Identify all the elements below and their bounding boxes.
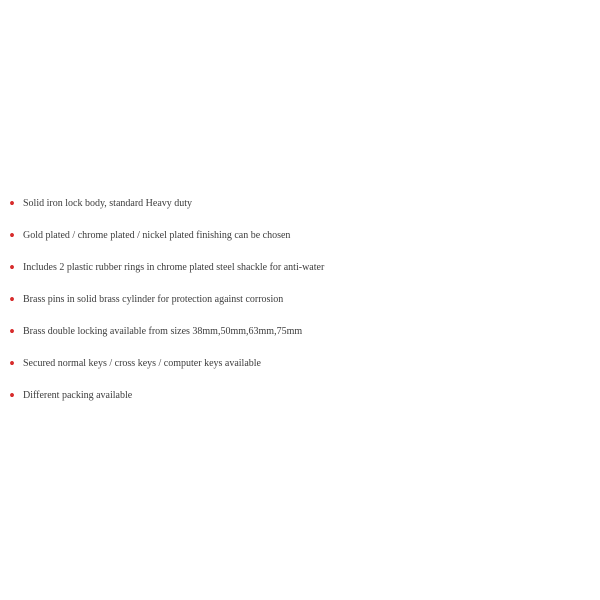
feature-text: Solid iron lock body, standard Heavy duty: [23, 198, 193, 209]
bullet-icon: •: [9, 386, 15, 405]
feature-text: Includes 2 plastic rubber rings in chrome plated steel shackle for anti-water: [23, 262, 325, 273]
feature-text: Brass double locking available from sizes 38mm,50mm,63mm,75mm: [23, 326, 303, 337]
feature-list: [0, 189, 600, 413]
feature-item: [0, 189, 600, 221]
bullet-icon: •: [9, 258, 15, 277]
bullet-icon: •: [9, 354, 15, 373]
feature-item: [0, 221, 600, 253]
feature-item: [0, 349, 600, 381]
feature-text: Secured normal keys / cross keys / computer keys available: [23, 358, 261, 369]
bullet-icon: •: [9, 322, 15, 341]
bullet-icon: •: [9, 226, 15, 245]
feature-item: [0, 253, 600, 285]
feature-item: [0, 381, 600, 413]
feature-text: Different packing available: [23, 390, 133, 401]
feature-text: Gold plated / chrome plated / nickel plated finishing can be chosen: [23, 230, 291, 241]
bullet-icon: •: [9, 194, 15, 213]
feature-item: [0, 317, 600, 349]
feature-item: [0, 285, 600, 317]
bullet-icon: •: [9, 290, 15, 309]
feature-text: Brass pins in solid brass cylinder for protection against corrosion: [23, 294, 284, 305]
